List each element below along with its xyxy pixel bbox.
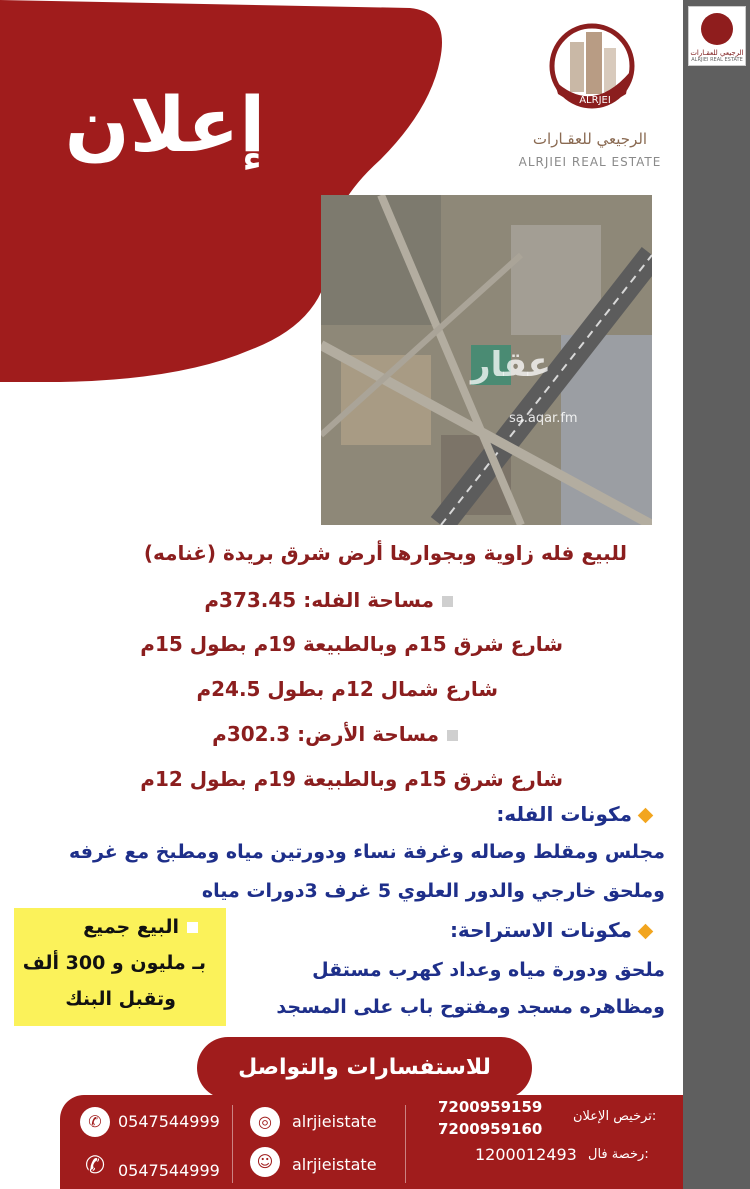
company-logo: [540, 20, 640, 110]
fal-license-label: رخصة فال:: [588, 1147, 649, 1162]
price-line: وتقبل البنك: [65, 988, 176, 1010]
map-watermark: عقار: [471, 345, 552, 385]
instagram-handle[interactable]: alrjieistate: [292, 1112, 377, 1131]
satellite-map: [321, 195, 652, 525]
villa-area: مساحة الفله: 373.45م: [204, 588, 453, 612]
contact-bar: [60, 1095, 683, 1189]
phone-number[interactable]: 0547544999: [118, 1161, 220, 1180]
bullet-square-icon: [187, 922, 198, 933]
villa-street-north: شارع شمال 12م بطول 24.5م: [196, 677, 498, 701]
price-line: بـ مليون و 300 ألف: [22, 952, 206, 974]
whatsapp-icon: ✆: [80, 1107, 110, 1137]
instagram-icon: ◎: [250, 1107, 280, 1137]
land-street-east: شارع شرق 15م وبالطبيعة 19م بطول 12م: [140, 767, 563, 791]
villa-components-line: مجلس ومقلط وصاله وغرفة نساء ودورتين مياه ومطبخ مع غرفه: [68, 841, 665, 863]
divider: [405, 1105, 406, 1183]
price-box: [14, 908, 226, 1026]
phone-number-whatsapp[interactable]: 0547544999: [118, 1112, 220, 1131]
snapchat-handle[interactable]: alrjieistate: [292, 1155, 377, 1174]
logo-thumbnail-mark: [701, 13, 733, 45]
land-area: مساحة الأرض: 302.3م: [212, 722, 458, 746]
fal-license-number: 1200012493: [475, 1145, 577, 1164]
phone-icon: ✆: [84, 1151, 106, 1179]
bullet-diamond-icon: [638, 924, 654, 940]
bullet-square-icon: [447, 730, 458, 741]
bullet-square-icon: [442, 596, 453, 607]
logo-thumbnail-ar: الرجيعي للعقـارات: [690, 49, 744, 57]
logo-ribbon-text: ALRJEI: [579, 95, 611, 106]
rest-components-heading: مكونات الاستراحة:: [450, 918, 651, 942]
snapchat-icon: ☺: [250, 1147, 280, 1177]
logo-english-name: ALRJIEI REAL ESTATE: [518, 155, 662, 169]
logo-thumbnail-en: ALRJIEI REAL ESTATE: [691, 57, 743, 63]
price-line: البيع جميع: [83, 916, 198, 938]
ilan-heading: إعلان: [64, 80, 266, 169]
logo-arabic-name: الرجيعي للعقـارات: [532, 130, 648, 148]
logo-thumbnail[interactable]: [688, 6, 746, 66]
ad-license-number: 7200959160: [438, 1120, 543, 1138]
villa-components-line: وملحق خارجي والدور العلوي 5 غرف 3دورات مياه: [201, 880, 665, 902]
villa-street-east: شارع شرق 15م وبالطبيعة 19م بطول 15م: [140, 632, 563, 656]
ad-license-label: ترخيص الإعلان:: [573, 1109, 657, 1124]
divider: [232, 1105, 233, 1183]
ad-license-number: 7200959159: [438, 1098, 543, 1116]
villa-components-heading: مكونات الفله:: [496, 802, 651, 826]
side-panel: [683, 0, 750, 1189]
contact-heading: للاستفسارات والتواصل: [197, 1037, 532, 1099]
bullet-diamond-icon: [638, 808, 654, 824]
rest-components-line: ومظاهره مسجد ومفتوح باب على المسجد: [276, 996, 665, 1018]
listing-title: للبيع فله زاوية وبجوارها أرض شرق بريدة (غنامه): [143, 541, 627, 565]
rest-components-line: ملحق ودورة مياه وعداد كهرب مستقل: [312, 959, 665, 981]
map-watermark-url: sa.aqar.fm: [509, 411, 578, 426]
